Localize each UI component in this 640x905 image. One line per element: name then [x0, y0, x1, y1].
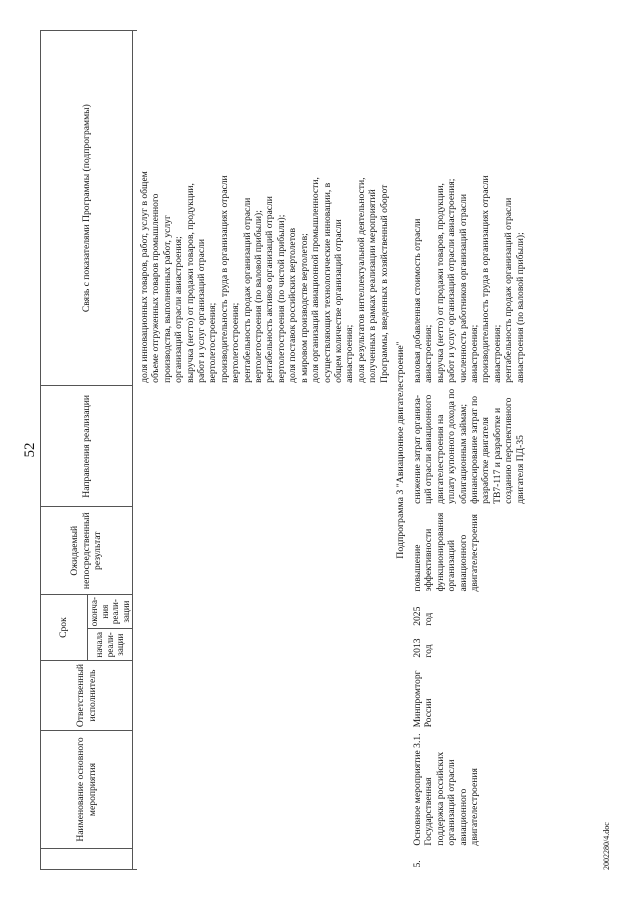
rotated-landscape-content: [20, 30, 620, 870]
table-row: [410, 31, 528, 870]
header-term: Срок: [41, 595, 88, 661]
header-result: Ожидаемый непосредственный результат: [41, 507, 133, 595]
header-name: Наименование основного мероприятия: [41, 730, 133, 848]
continuation-cell: доля инновационных товаров, работ, услуг в общем объеме отгруженных товаров промышленного производства, выполненных работ, услуг организаций отрасли авиастроения; выручка (нетто) от продажи товаров, продукции, работ и услуг организаций отрасли вертолетостроения; производительность труда в организациях отрасли вертолетостроения; рентабельность продаж организаций отрасли вертолетостроения (по валовой прибыли); рентабельность активов организаций отрасли вертолетостроения (по чистой прибыли); доля поставок российских вертолетов в мировом производстве вертолетов; доля организаций авиационной промышленности, осуществляющих технологические инновации, в общем количестве организаций отрасли авиастроения; доля результатов интеллектуальной деятельности, полученных в рамках реализации мероприятий Программы, введенных в хозяйственный оборот: [139, 171, 390, 383]
header-number: [41, 849, 133, 870]
row-result-cell: повышение эффективности функционирования организаций авиационного двигателестроения: [411, 512, 480, 592]
row-start-cell: 2013 год: [411, 638, 435, 658]
subprogram-title: Подпрограмма 3 "Авиационное двигателестроение": [394, 341, 406, 559]
continuation-row: [137, 31, 392, 870]
header-directions: Направления реализации: [41, 386, 133, 507]
row-responsible-cell: Минпромторг России: [411, 670, 435, 728]
row-name-cell: Основное мероприятие 3.1. Государственная поддержка российских организаций отрасли авиационного двигателестроения: [411, 733, 480, 846]
header-end: оконча-ния реали-зации: [88, 595, 133, 629]
footer-filename: 2002280/4.doc: [602, 822, 611, 870]
header-link: Связь с показателями Программы (подпрограммы): [41, 31, 133, 386]
page-number: 52: [22, 442, 38, 458]
header-responsible: Ответственный исполнитель: [41, 661, 133, 731]
row-end-cell: 2025 год: [411, 606, 435, 626]
measures-table: [40, 30, 528, 870]
row-number: 5.: [411, 860, 423, 868]
header-start: начала реали-зации: [88, 629, 133, 661]
row-link-cell: валовая добавленная стоимость отрасли авиастроения; выручка (нетто) от продажи товаров, продукции, работ и услуг организаций отрасли авиастроения; численность работников организаций отрасли авиастроения; производительность труда в организациях отрасли авиастроения; рентабельность продаж организаций отрасли авиастроения (по валовой прибыли);: [411, 175, 526, 383]
row-directions-cell: снижение затрат организа- ций отрасли авиационного двигателестроения на уплату купонного дохода по облигационным займам; финансирование затрат по разработке двигателя ТВ7-117 и разработке и созданию перспективного двигателя ПД-35: [411, 388, 526, 504]
